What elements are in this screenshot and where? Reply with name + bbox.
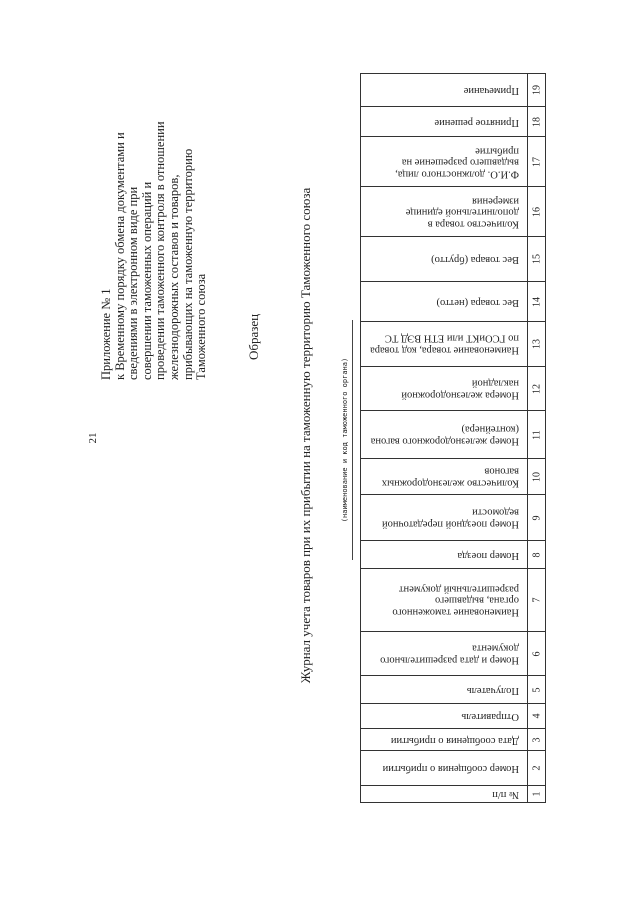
column-number: 14 [531, 296, 542, 307]
column-number: 6 [531, 651, 542, 656]
table-column-14 [361, 282, 545, 322]
column-number: 3 [531, 737, 542, 742]
column-header: Количество товара в дополнительной единице измерения [405, 194, 519, 229]
sample-label: Образец [246, 313, 261, 360]
column-header: Наименование товара, код товара по ГСОиКТ или ЕТН ВЭД ТС [370, 333, 519, 356]
column-header: Номер поездной передаточной ведомости [382, 506, 519, 529]
page-number: 21 [87, 432, 99, 444]
column-number: 19 [531, 85, 542, 95]
table-column-15 [361, 237, 545, 282]
column-number: 18 [531, 116, 542, 127]
organ-caption: (наименование и код таможенного органа) [341, 357, 349, 523]
column-number: 13 [531, 339, 542, 349]
appendix-line: к Временному порядку обмена документами и [112, 132, 127, 380]
table-column-12 [361, 367, 545, 411]
column-number: 1 [531, 791, 542, 797]
column-number: 2 [531, 765, 542, 771]
column-number: 11 [531, 429, 542, 440]
table-column-6 [361, 632, 545, 676]
column-header: Номер железнодорожного вагона (контейнера) [370, 423, 519, 446]
table-column-1 [361, 786, 545, 802]
appendix-line: прибывающих на таможенную территорию [180, 148, 195, 380]
column-header: Номер поезда [457, 549, 519, 561]
column-number: 4 [531, 713, 542, 719]
appendix-line: совершении таможенных операций и [139, 181, 154, 380]
appendix-line: Таможенного союза [194, 273, 209, 380]
table-column-8 [361, 541, 545, 569]
table-column-9 [361, 495, 545, 541]
table-column-17 [361, 137, 545, 187]
column-number: 12 [531, 383, 542, 394]
appendix-line: проведении таможенного контроля в отношении [153, 121, 168, 380]
column-number: 7 [531, 597, 542, 603]
journal-table [360, 73, 546, 803]
column-number: 8 [531, 552, 542, 557]
organ-underline [352, 320, 353, 560]
column-header: Принятое решение [434, 116, 519, 128]
table-column-16 [361, 187, 545, 237]
column-header: Номера железнодорожной накладной [401, 377, 519, 400]
appendix-line: Приложение № 1 [99, 288, 113, 380]
table-column-2 [361, 751, 545, 786]
appendix-line: сведениями в электронном виде при [126, 186, 141, 380]
table-column-13 [361, 322, 545, 367]
column-number: 10 [531, 471, 542, 482]
column-header: № п/п [492, 788, 519, 800]
table-column-18 [361, 107, 545, 137]
column-number: 9 [531, 515, 542, 520]
column-header: Количество железнодорожных вагонов [381, 465, 519, 488]
column-header: Номер и дата разрешительного документа [380, 642, 519, 665]
table-column-11 [361, 411, 545, 459]
table-column-10 [361, 459, 545, 495]
column-header: Вес товара (нетто) [436, 296, 519, 308]
journal-title: Журнал учета товаров при их прибытии на таможенную территорию Таможенного союза [298, 187, 313, 684]
column-header: Ф.И.О. должностного лица, выдавшего разрешение на прибытие [395, 144, 519, 179]
column-number: 17 [531, 156, 542, 167]
column-number: 5 [531, 687, 542, 692]
column-header: Дата сообщения о прибытии [390, 734, 519, 746]
column-header: Получатель [466, 684, 519, 696]
appendix-line: железнодорожных составов и товаров, [166, 174, 181, 380]
column-header: Отправитель [461, 710, 519, 722]
column-header: Номер сообщения о прибытии [382, 762, 519, 774]
column-header: Примечание [463, 84, 519, 96]
table-column-4 [361, 704, 545, 729]
column-number: 15 [531, 254, 542, 264]
column-header: Наименование таможенного органа, выдавшего разрешительный документ [392, 583, 519, 618]
table-column-7 [361, 569, 545, 632]
table-column-5 [361, 676, 545, 704]
table-column-3 [361, 729, 545, 751]
table-column-19 [361, 74, 545, 107]
column-header: Вес товара (брутто) [431, 253, 519, 265]
column-number: 16 [531, 206, 542, 217]
